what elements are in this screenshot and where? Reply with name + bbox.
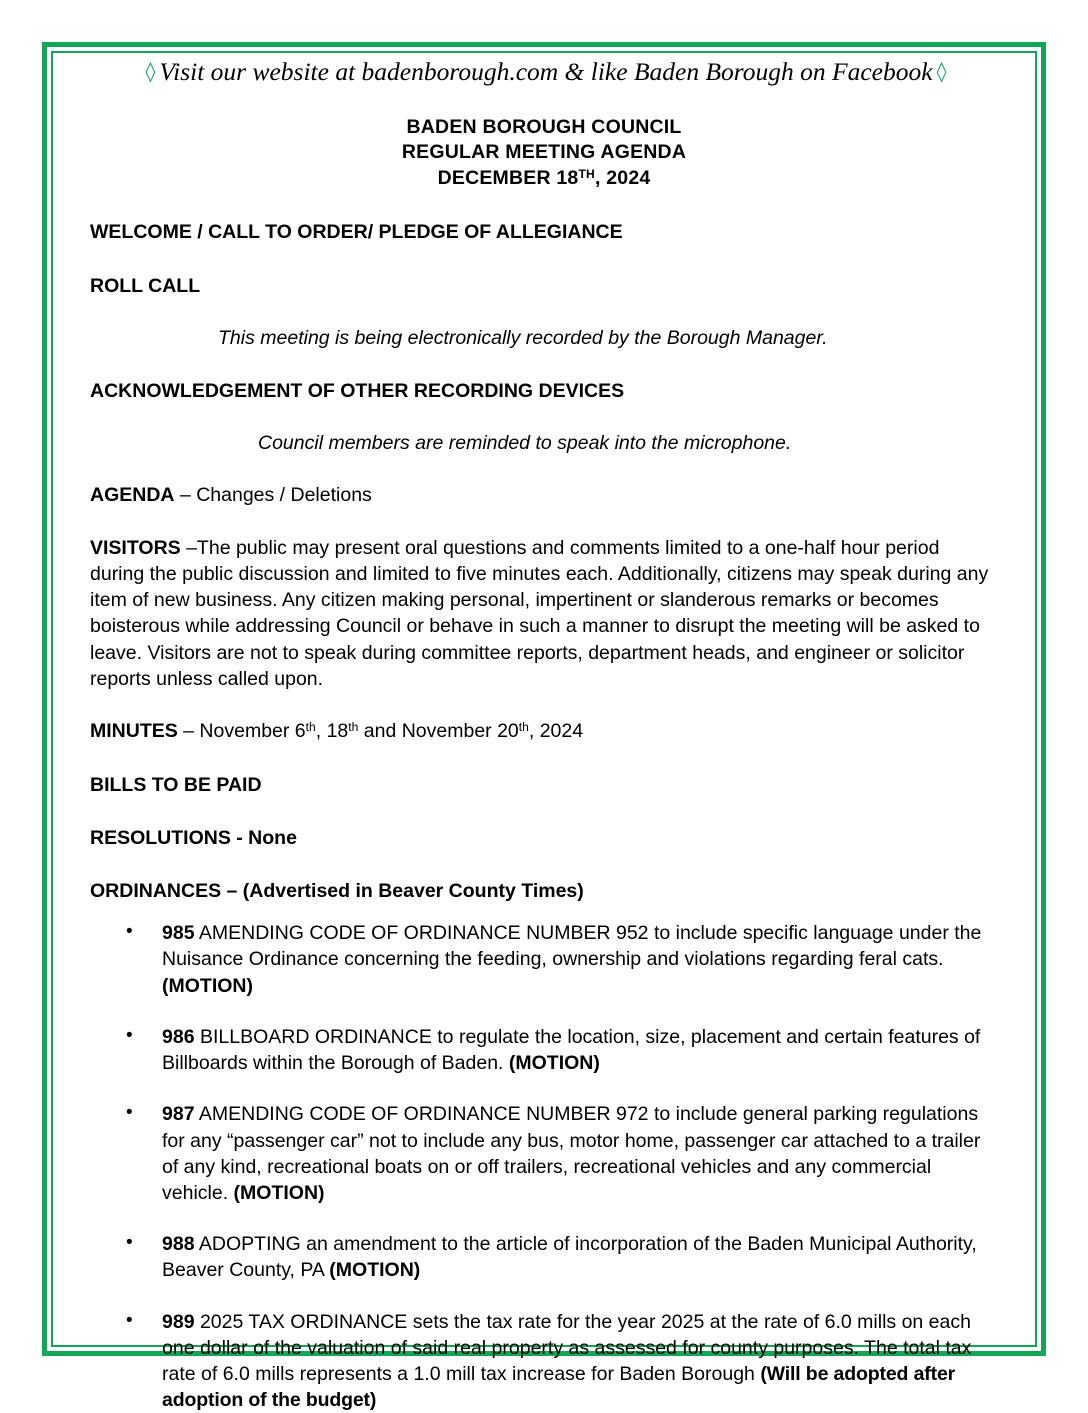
list-item (90, 1024, 998, 1076)
masthead (94, 58, 998, 87)
minutes-text-2: , 18 (315, 720, 349, 743)
title-date-ordinal: TH (578, 167, 595, 182)
diamond-ornament-left-icon: ◊ (145, 59, 156, 83)
masthead-text: Visit our website at badenborough.com & like Baden Borough on Facebook (159, 57, 933, 86)
ordinance-number: 987 (162, 1103, 195, 1126)
ordinance-body: AMENDING CODE OF ORDINANCE NUMBER 952 to include specific language under the Nuisance Ordinance concerning the feeding, ownership and violations regarding feral cats. (162, 922, 982, 971)
section-minutes-label: MINUTES (90, 720, 178, 743)
bullet-icon: • (126, 1309, 133, 1331)
ordinance-action-tag: (MOTION) (162, 974, 253, 997)
minutes-text-1: – November 6 (177, 720, 306, 743)
title-date-suffix: , 2024 (595, 167, 651, 190)
microphone-note: Council members are reminded to speak into the microphone. (258, 432, 792, 455)
bullet-icon: • (126, 921, 133, 943)
ordinance-action-tag: (Will be adopted after adoption of the budget) (162, 1363, 956, 1412)
ordinance-number: 986 (162, 1025, 195, 1048)
section-welcome-heading: WELCOME / CALL TO ORDER/ PLEDGE OF ALLEGIANCE (90, 221, 623, 244)
ordinance-body: ADOPTING an amendment to the article of incorporation of the Baden Municipal Authority, Beaver County, PA (162, 1233, 977, 1282)
section-visitors (90, 535, 998, 693)
section-roll-call-heading: ROLL CALL (90, 274, 201, 297)
minutes-text-3: and November 20 (358, 720, 519, 743)
section-minutes (90, 718, 998, 744)
section-bills-heading: BILLS TO BE PAID (90, 773, 262, 796)
document-body (90, 58, 998, 1413)
list-item (90, 1101, 998, 1206)
ordinance-number: 985 (162, 922, 195, 945)
ordinance-action-tag: (MOTION) (508, 1052, 600, 1075)
page-title (90, 115, 998, 193)
bullet-icon: • (126, 1102, 133, 1124)
section-ordinances-heading: ORDINANCES – (Advertised in Beaver County Times) (90, 879, 584, 902)
ordinance-body: 2025 TAX ORDINANCE sets the tax rate for the year 2025 at the rate of 6.0 mills on each one dollar of the valuation of said real property as assessed for county purposes. The total tax rate of 6.0 mills represents a 1.0 mill tax increase for Baden Borough (162, 1310, 972, 1386)
list-item (90, 1309, 998, 1413)
ordinance-number: 989 (162, 1310, 195, 1333)
section-acknowledgement-heading: ACKNOWLEDGEMENT OF OTHER RECORDING DEVICES (90, 379, 625, 402)
list-item (90, 920, 998, 999)
minutes-ordinal-1: th (305, 720, 316, 735)
minutes-ordinal-2: th (348, 720, 359, 735)
title-line-council: BADEN BOROUGH COUNCIL (406, 115, 682, 138)
section-resolutions-heading: RESOLUTIONS - None (90, 826, 297, 849)
diamond-ornament-right-icon: ◊ (936, 59, 947, 83)
section-visitors-text: –The public may present oral questions and comments limited to a one-half hour period during the public discussion and limited to five minutes each. Additionally, citizens may speak during any item of new business. Any citizen making personal, impertinent or slanderous remarks or becomes boisterous while addressing Council or behave in such a manner to disrupt the meeting will be asked to leave. Visitors are not to speak during committee reports, department heads, and engineer or solicitor reports unless called upon. (90, 536, 989, 691)
title-line-agenda: REGULAR MEETING AGENDA (401, 141, 687, 164)
section-agenda-label: AGENDA (90, 484, 175, 507)
title-date-prefix: DECEMBER 18 (437, 167, 579, 190)
ordinance-action-tag: (MOTION) (233, 1181, 325, 1204)
minutes-ordinal-3: th (518, 720, 529, 735)
ordinance-action-tag: (MOTION) (329, 1259, 421, 1282)
minutes-text-4: , 2024 (528, 720, 584, 743)
ordinance-body: BILLBOARD ORDINANCE to regulate the location, size, placement and certain features of Billboards within the Borough of Baden. (162, 1025, 981, 1075)
recording-note: This meeting is being electronically recorded by the Borough Manager. (218, 326, 828, 349)
title-line-date (90, 166, 998, 192)
section-visitors-label: VISITORS (90, 536, 181, 559)
bullet-icon: • (126, 1232, 133, 1254)
ordinance-number: 988 (162, 1233, 195, 1256)
ordinance-list (90, 920, 998, 1413)
ordinance-body: AMENDING CODE OF ORDINANCE NUMBER 972 to include general parking regulations for any “passenger car” not to include any bus, motor home, passenger car attached to a trailer of any kind, recreational boats on or off trailers, recreational vehicles and any commercial vehicle. (162, 1103, 981, 1204)
section-agenda-text: – Changes / Deletions (174, 484, 372, 507)
list-item (90, 1231, 998, 1283)
section-agenda (90, 482, 998, 508)
bullet-icon: • (126, 1024, 133, 1046)
